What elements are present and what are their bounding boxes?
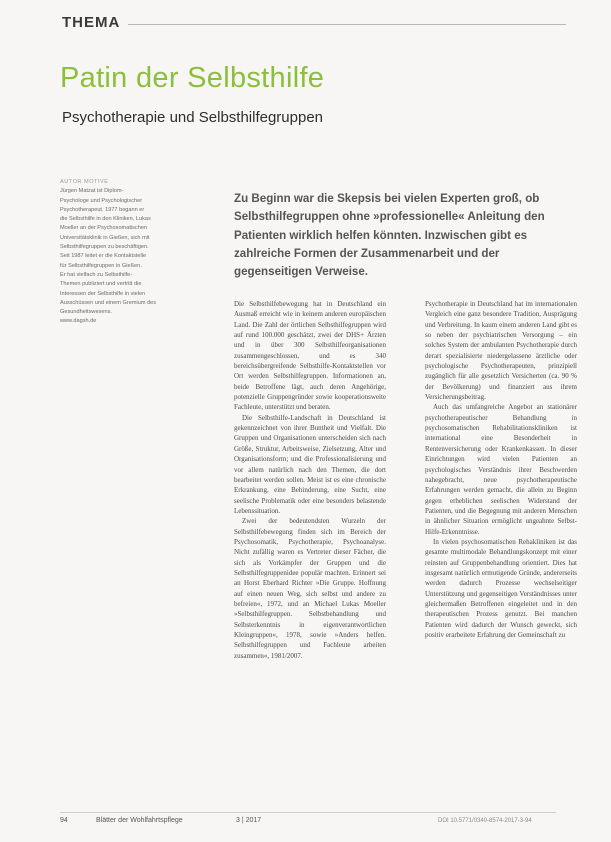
author-heading: AUTOR MOTIVE: [60, 179, 109, 185]
section-label: THEMA: [62, 14, 121, 31]
body-paragraph: In vielen psychosomatischen Rehakliniken ist das gesamte multimodale Behandlungskonzept mit einer reinsten auf Gruppenbehandlung orientiert. Dies hat insgesamt natürlich ermutigende Gründe, andererseits werden dadurch Prozesse wechselseitiger Unterstützung und gegenseitigen Verständnisses unter gleichermaßen Betroffenen eingeleitet und in den therapeutischen Prozess genutzt. Bei manchen Patienten wird dadurch der Wunsch geweckt, sich positiv erarbeitete Erfahrung der Gemeinschaft zu: [425, 537, 577, 639]
author-bio-line: Ausschüssen und einem Gremium des: [60, 299, 157, 306]
author-bio-line: für Selbsthilfegruppen in Gießen.: [60, 262, 142, 269]
author-bio: [60, 187, 192, 326]
section-rule: [128, 24, 566, 25]
author-bio-line: Er hat vielfach zu Selbsthilfe-: [60, 271, 133, 278]
author-bio-line: Psychologe und Psychologischer: [60, 197, 143, 204]
author-bio-line: Universitätsklinik in Gießen, sich mit: [60, 234, 150, 241]
body-paragraph: Auch das umfangreiche Angebot an stationärer psychotherapeutischer Behandlung in psychosomatischen Rehabilitationskliniken ist international eine Besonderheit in Rentenversicherung oder Krankenkassen. In dieser Einrichtungen wird vielen Patienten an psychologisches Verständnis ihrer Beschwerden nahegebracht, neue psychotherapeutische Erfahrungen werden gemacht, die allein zu Beginn gegen erheblichen seelischen Widerstand der Patienten, und die Begegnung mit anderen Menschen in ähnlicher Situation ermöglicht ungeahnte Selbst- Hilfe-Erkenntnisse.: [425, 403, 577, 536]
author-bio-line: die Selbsthilfe in den Kliniken, Lukas: [60, 216, 151, 223]
body-paragraph: Zwei der bedeutendsten Wurzeln der Selbsthilfebewegung finden sich im Bereich der Psychosomatik, Psychotherapie, Psychoanalyse. Nicht zufällig waren es Vertreter dieser Fächer, die sich als Vorkämpfer der Gruppen und die Selbsthilfegruppenidee populär machten. Erinnert sei an Horst Eberhard Richter »Die Gruppe. Hoffnung auf einen neuen Weg, sich selbst und andere zu befreien«, 1972, und an Michael Lukas Moeller »Selbsthilfegruppen. Selbstbehandlung und Selbsterkenntnis in eigenverantwortlichen Kleingruppen«, 1978, sowie »Anders helfen. Selbsthilfegruppen und Fachleute arbeiten zusammen«, 1981/2007.: [234, 517, 386, 660]
author-box: [60, 178, 192, 327]
body-column-1: [234, 299, 386, 661]
lead-paragraph: Zu Beginn war die Skepsis bei vielen Experten groß, ob Selbsthilfegruppen ohne »professionelle« Anleitung den Patienten wirklich helfen könnten. Inzwischen gibt es zahlreiche Formen der Zusammenarbeit und der gegenseitigen Verweise.: [234, 192, 545, 279]
page-number: 94: [60, 817, 68, 824]
body-paragraph: Die Selbsthilfe-Landschaft in Deutschland ist gekennzeichnet von ihrer Buntheit und Vielfalt. Die Gruppen und Organisationen unterscheiden sich nach Größe, Struktur, Arbeitsweise, Zielsetzung, Alter und Organisationsform; und die Professionalisierung und vor allem natürlich nach den Themen, die dort bearbeitet werden sollen. Meist ist es eine chronische Erkrankung, eine Behinderung, eine Sucht, eine seelische Problematik oder eine besonders belastende Lebenssituation.: [234, 413, 386, 515]
author-bio-line: Interessen der Selbsthilfe in vielen: [60, 290, 146, 297]
journal-name: Blätter der Wohlfahrtspflege: [96, 817, 183, 824]
body-paragraph: Die Selbsthilfebewegung hat in Deutschland ein Ausmaß erreicht wie in keinem anderen europäischen Land. Die Zahl der örtlichen Selbsthilfegruppen wird auf rund 100.000 geschätzt, zwei der DHS+ Ärzten und in über 300 Selbsthilfeorganisationen zusammengeschlossen, und es 340 bereichsübergreifende Selbsthilfe-Kontaktstellen vor Ort werden Selbsthilfegruppen. Informationen an, beide Betroffene lägt, auch deren Angehörige, potenzielle Gruppengründer sowie kooperationsweite Fachleute, unterstützt und beraten.: [234, 300, 386, 412]
author-bio-line: Seit 1987 leitet er die Kontaktstelle: [60, 253, 147, 260]
footer-rule: [60, 812, 556, 813]
body-column-2: [425, 299, 577, 640]
issue-number: 3 | 2017: [236, 817, 262, 824]
author-bio-line: Moeller an der Psychosomatischen: [60, 225, 148, 232]
article-subtitle: Psychotherapie und Selbsthilfegruppen: [62, 109, 324, 126]
article-title: Patin der Selbsthilfe: [60, 62, 325, 94]
author-bio-line: www.dagsh.de: [60, 318, 97, 325]
author-bio-line: Psychotherapeut. 1977 begann er: [60, 206, 145, 213]
author-bio-line: Themen publiziert und vertritt die: [60, 281, 142, 288]
doi-reference: DOI 10.5771/0340-8574-2017-3-94: [438, 818, 532, 824]
author-bio-line: Jürgen Matzat ist Diplom-: [60, 188, 124, 195]
body-paragraph: Psychotherapie in Deutschland hat im internationalen Vergleich eine ganz besondere Tradition, Ausprägung und Verbreitung. In kaum einem anderen Land gibt es so neben der psychiatrischen Versorgung – ein solches System der ambulanten Psychotherapie durch derart spezialisierte niedergelassene ärztliche oder psychologische Psychotherapeuten, prinzipiell zugänglich für alle gesetzlich Versicherten (ca. 90 % der Bevölkerung) und finanziert aus ihrem Versicherungsbeitrag.: [425, 300, 577, 402]
author-bio-line: Gesundheitswesens.: [60, 309, 112, 316]
author-bio-line: Selbsthilfegruppen zu beschäftigen.: [60, 244, 149, 251]
